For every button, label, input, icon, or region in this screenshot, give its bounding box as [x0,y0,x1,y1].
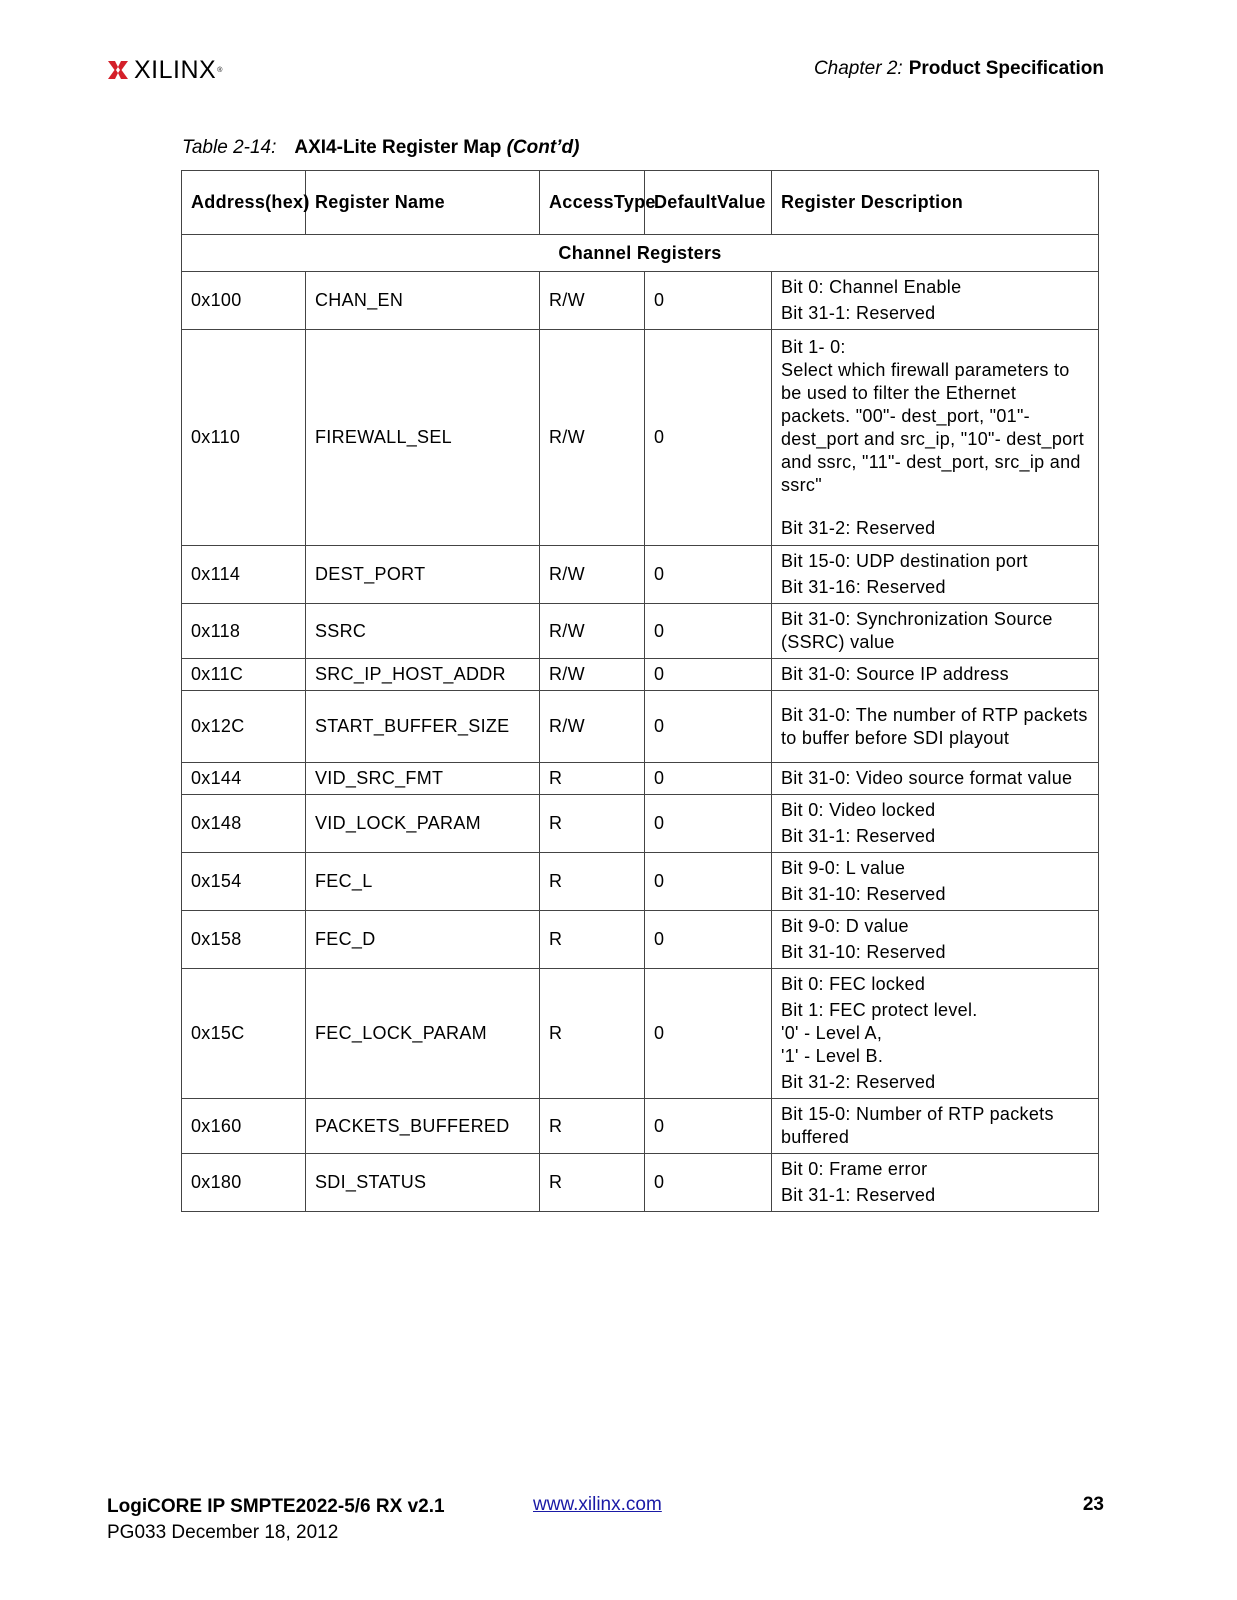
cell-register-name: PACKETS_BUFFERED [306,1099,540,1154]
cell-default-value: 0 [645,272,772,330]
table-row [182,795,1099,853]
cell-address: 0x144 [182,763,306,795]
cell-register-description [772,330,1099,546]
cell-address: 0x118 [182,604,306,659]
header-register-description: Register Description [772,171,1099,235]
caption-number: Table 2-14: [182,137,277,158]
cell-default-value: 0 [645,1099,772,1154]
header-address: Address(hex) [182,171,306,235]
cell-register-name: SSRC [306,604,540,659]
cell-register-description [772,763,1099,795]
cell-address: 0x114 [182,546,306,604]
cell-access-type: R/W [540,691,645,763]
description-line: Bit 9-0: L value [781,858,906,878]
cell-address: 0x110 [182,330,306,546]
table-row [182,659,1099,691]
cell-address: 0x154 [182,853,306,911]
description-line: Bit 1- 0: [781,336,846,357]
description-line: Bit 31-0: The number of RTP packets to buffer before SDI playout [781,704,1088,748]
cell-default-value: 0 [645,691,772,763]
table-caption [182,137,579,159]
table-row [182,763,1099,795]
description-line: '1' - Level B. [781,1046,884,1066]
description-line: Bit 15-0: UDP destination port [781,551,1028,571]
cell-register-description [772,691,1099,763]
cell-access-type: R/W [540,604,645,659]
section-row [182,235,1099,272]
table-row [182,911,1099,969]
description-line: Bit 31-10: Reserved [781,884,946,904]
table-row [182,272,1099,330]
cell-register-description [772,969,1099,1099]
register-map-table [181,170,1099,1212]
cell-register-name: VID_LOCK_PARAM [306,795,540,853]
description-line: Bit 31-2: Reserved [781,517,936,538]
cell-register-name: VID_SRC_FMT [306,763,540,795]
cell-address: 0x11C [182,659,306,691]
description-line: Bit 9-0: D value [781,916,909,936]
cell-register-name: FEC_D [306,911,540,969]
table-row [182,853,1099,911]
cell-register-name: FEC_L [306,853,540,911]
description-line: Bit 0: Video locked [781,800,936,820]
cell-access-type: R [540,1099,645,1154]
cell-register-description [772,911,1099,969]
footer-doc-id: PG033 December 18, 2012 [107,1522,339,1543]
table-row [182,546,1099,604]
cell-access-type: R [540,795,645,853]
cell-register-name: SRC_IP_HOST_ADDR [306,659,540,691]
description-line: Bit 31-0: Synchronization Source (SSRC) value [781,609,1053,652]
cell-access-type: R/W [540,330,645,546]
cell-register-name: FEC_LOCK_PARAM [306,969,540,1099]
footer-product: LogiCORE IP SMPTE2022-5/6 RX v2.1 [107,1496,445,1517]
cell-address: 0x148 [182,795,306,853]
cell-access-type: R [540,763,645,795]
cell-address: 0x12C [182,691,306,763]
table-row [182,691,1099,763]
table-row [182,1154,1099,1212]
cell-access-type: R [540,911,645,969]
cell-register-description [772,853,1099,911]
description-line: Bit 0: Channel Enable [781,277,962,297]
description-line: Bit 31-2: Reserved [781,1072,936,1092]
caption-title: AXI4-Lite Register Map [294,137,502,158]
cell-default-value: 0 [645,546,772,604]
cell-default-value: 0 [645,795,772,853]
description-line: Bit 31-1: Reserved [781,303,936,323]
description-line: Bit 0: Frame error [781,1159,928,1179]
cell-register-name: FIREWALL_SEL [306,330,540,546]
xilinx-logo [107,55,222,85]
cell-register-description [772,659,1099,691]
chapter-heading [814,58,1104,80]
xilinx-mark-icon [107,59,129,81]
description-line: Bit 31-0: Source IP address [781,664,1009,684]
page-number: 23 [1082,1494,1104,1515]
cell-access-type: R [540,1154,645,1212]
cell-register-name: CHAN_EN [306,272,540,330]
table-row [182,330,1099,546]
cell-address: 0x100 [182,272,306,330]
cell-default-value: 0 [645,330,772,546]
cell-register-description [772,1099,1099,1154]
cell-default-value: 0 [645,1154,772,1212]
description-line: Bit 0: FEC locked [781,974,926,994]
cell-access-type: R [540,853,645,911]
cell-default-value: 0 [645,659,772,691]
logo-text: XILINX [134,55,217,84]
header-default-value: DefaultValue [645,171,772,235]
description-line: Select which firewall parameters to be used to filter the Ethernet packets. "00"- dest_port, "01"- dest_port and src_ip, "10"- dest_port and ssrc, "11"- dest_port, src_ip and ssrc" [781,359,1085,495]
description-line: Bit 15-0: Number of RTP packets buffered [781,1104,1054,1147]
description-line: Bit 31-0: Video source format value [781,768,1073,788]
cell-register-name: START_BUFFER_SIZE [306,691,540,763]
cell-register-name: DEST_PORT [306,546,540,604]
cell-default-value: 0 [645,911,772,969]
table-row [182,1099,1099,1154]
table-row [182,604,1099,659]
cell-address: 0x158 [182,911,306,969]
cell-register-description [772,272,1099,330]
chapter-label: Chapter 2: [813,58,903,79]
cell-register-description [772,795,1099,853]
table-row [182,969,1099,1099]
header-access-type: AccessType [540,171,645,235]
cell-default-value: 0 [645,969,772,1099]
description-line: Bit 31-1: Reserved [781,1185,936,1205]
description-line: Bit 31-1: Reserved [781,826,936,846]
cell-access-type: R/W [540,272,645,330]
cell-address: 0x160 [182,1099,306,1154]
cell-register-description [772,604,1099,659]
footer-left [107,1494,445,1546]
chapter-title: Product Specification [908,58,1104,79]
cell-access-type: R/W [540,546,645,604]
description-line: '0' - Level A, [781,1023,883,1043]
table-header-row [182,171,1099,235]
cell-default-value: 0 [645,763,772,795]
footer-website-link[interactable]: www.xilinx.com [533,1494,662,1515]
cell-default-value: 0 [645,604,772,659]
cell-access-type: R [540,969,645,1099]
caption-continued: (Cont’d) [506,137,580,158]
cell-address: 0x180 [182,1154,306,1212]
cell-register-name: SDI_STATUS [306,1154,540,1212]
cell-address: 0x15C [182,969,306,1099]
cell-access-type: R/W [540,659,645,691]
cell-register-description [772,1154,1099,1212]
logo-registered-mark: ® [217,66,223,74]
description-line: Bit 31-16: Reserved [781,577,946,597]
cell-default-value: 0 [645,853,772,911]
header-register-name: Register Name [306,171,540,235]
description-line: Bit 1: FEC protect level. [781,1000,978,1020]
cell-register-description [772,546,1099,604]
description-line: Bit 31-10: Reserved [781,942,946,962]
section-channel-registers: Channel Registers [182,235,1099,272]
